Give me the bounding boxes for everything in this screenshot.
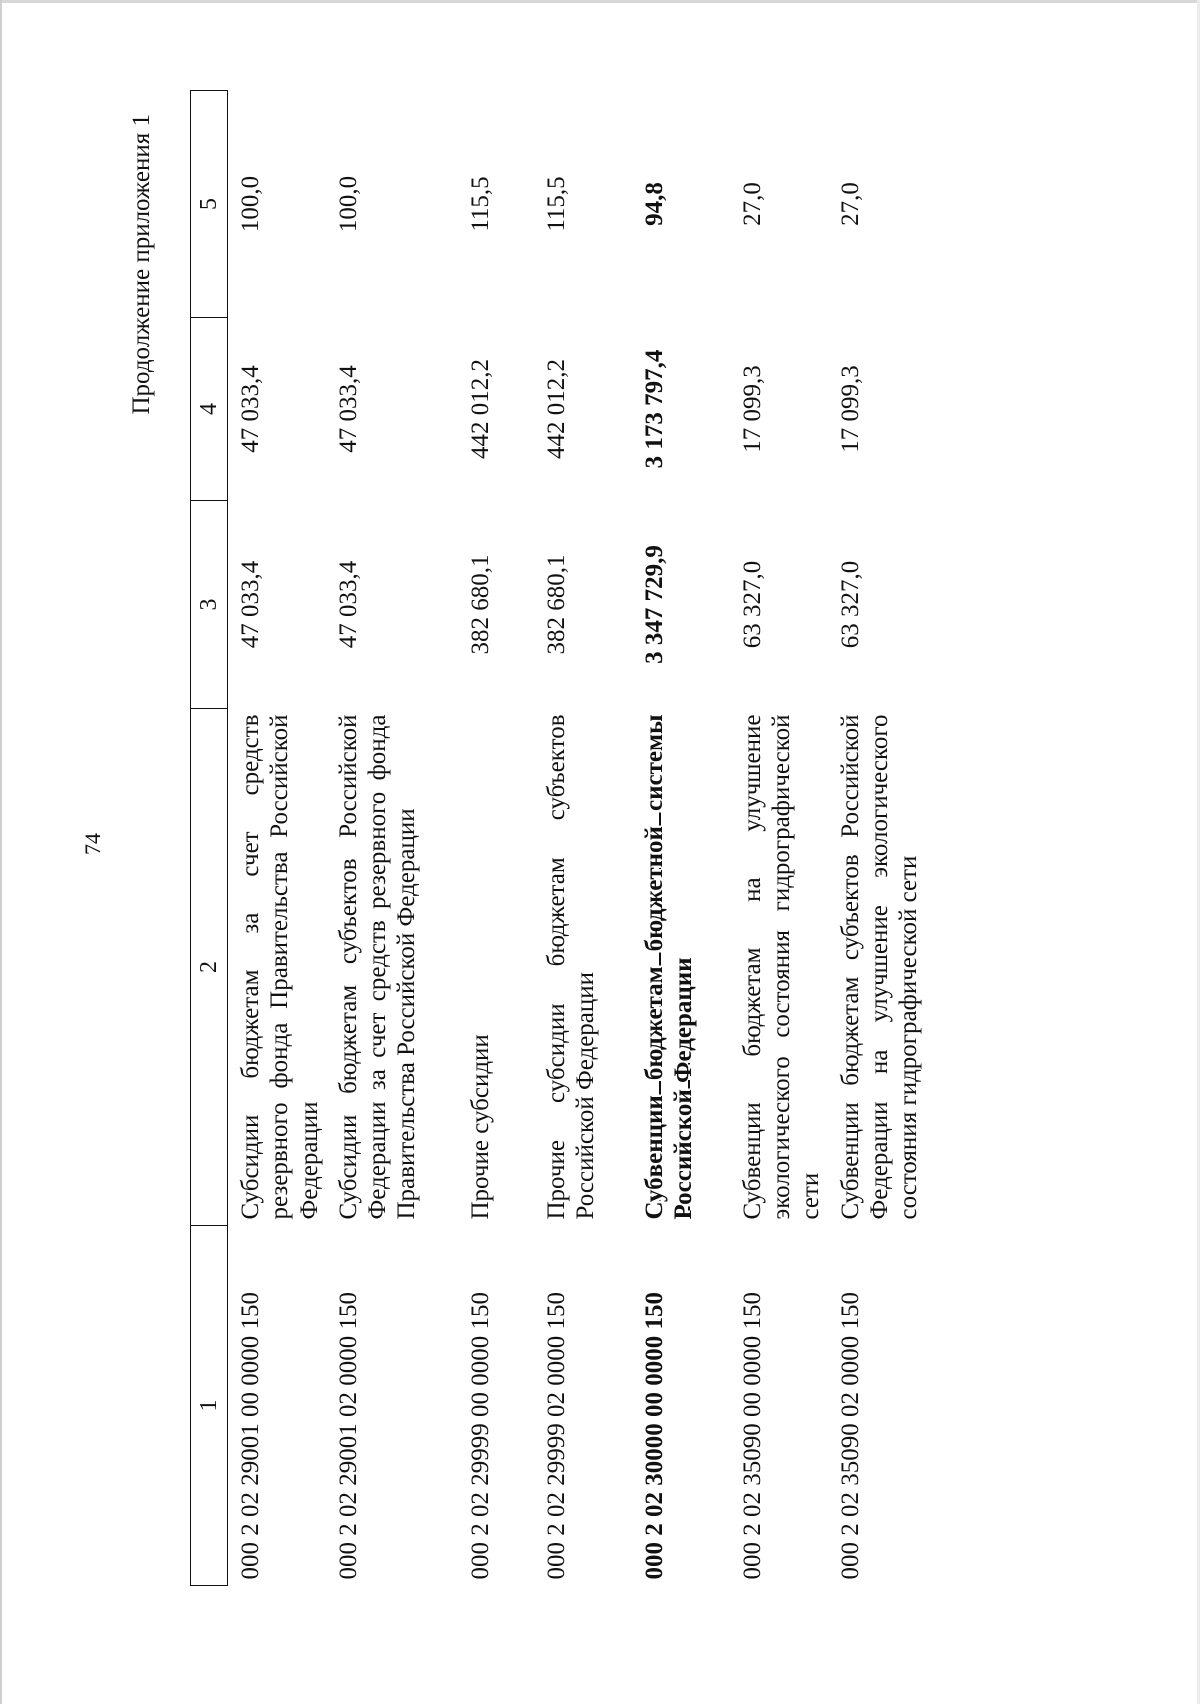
row-code: 000 2 02 29999 00 0000 150 bbox=[466, 1292, 494, 1580]
row-description: Субсидии бюджетам за счет средств резервного фонда Правительства Российской Федерации bbox=[237, 714, 323, 1220]
row-col3: 382 680,1 bbox=[542, 554, 570, 655]
budget-table bbox=[190, 90, 960, 1586]
row-description: Субвенции бюджетам бюджетной системы Российской Федерации bbox=[640, 714, 697, 1220]
row-col3: 63 327,0 bbox=[738, 560, 766, 649]
row-code: 000 2 02 29999 02 0000 150 bbox=[542, 1292, 570, 1580]
table-row bbox=[458, 91, 534, 1586]
row-code: 000 2 02 29001 00 0000 150 bbox=[237, 1292, 264, 1580]
row-code: 000 2 02 35090 02 0000 150 bbox=[836, 1292, 864, 1580]
table-row bbox=[730, 91, 828, 1586]
row-col4: 442 012,2 bbox=[542, 359, 570, 459]
continuation-label: Продолжение приложения 1 bbox=[128, 114, 155, 415]
row-col4: 3 173 797,4 bbox=[640, 349, 668, 469]
header-col-4: 4 bbox=[191, 318, 228, 501]
row-col4: 442 012,2 bbox=[466, 359, 494, 459]
row-description: Субвенции бюджетам на улучшение экологического состояния гидрографической сети bbox=[738, 714, 824, 1220]
row-col4: 47 033,4 bbox=[334, 365, 362, 453]
row-code: 000 2 02 35090 00 0000 150 bbox=[738, 1292, 766, 1580]
row-col4: 17 099,3 bbox=[738, 365, 766, 453]
row-code: 000 2 02 30000 00 0000 150 bbox=[640, 1292, 668, 1580]
row-code: 000 2 02 29001 02 0000 150 bbox=[334, 1292, 362, 1580]
table-header bbox=[191, 91, 228, 1586]
row-description: Прочие субсидии bbox=[466, 1034, 494, 1220]
row-col3: 3 347 729,9 bbox=[640, 545, 668, 664]
row-description: Субвенции бюджетам субъектов Российской Федерации на улучшение экологического состояния гидрографической сети bbox=[836, 714, 922, 1220]
header-col-1: 1 bbox=[191, 1226, 228, 1586]
row-col4: 47 033,4 bbox=[237, 365, 264, 453]
header-col-2: 2 bbox=[191, 709, 228, 1226]
row-col5: 94,8 bbox=[640, 182, 668, 226]
row-col3: 47 033,4 bbox=[237, 560, 264, 649]
row-col3: 382 680,1 bbox=[466, 554, 494, 655]
row-description: Прочие субсидии бюджетам субъектов Российской Федерации bbox=[542, 714, 599, 1220]
table-row bbox=[326, 91, 458, 1586]
table-row bbox=[828, 91, 960, 1586]
row-col5: 27,0 bbox=[738, 182, 766, 226]
row-col3: 63 327,0 bbox=[836, 560, 864, 649]
row-col5: 115,5 bbox=[542, 176, 570, 232]
row-col5: 100,0 bbox=[334, 175, 362, 233]
header-col-3: 3 bbox=[191, 501, 228, 709]
row-col4: 17 099,3 bbox=[836, 365, 864, 453]
row-description: Субсидии бюджетам субъектов Российской Федерации за счет средств резервного фонда Правительства Российской Федерации bbox=[334, 714, 420, 1220]
header-col-5: 5 bbox=[191, 91, 228, 318]
row-col5: 27,0 bbox=[836, 182, 864, 226]
page-number: 74 bbox=[80, 833, 105, 855]
table-row bbox=[228, 91, 326, 1586]
row-col5: 115,5 bbox=[466, 176, 494, 232]
table-row bbox=[534, 91, 632, 1586]
table-row-total bbox=[632, 91, 730, 1586]
row-col3: 47 033,4 bbox=[334, 560, 362, 649]
row-col5: 100,0 bbox=[237, 175, 264, 233]
